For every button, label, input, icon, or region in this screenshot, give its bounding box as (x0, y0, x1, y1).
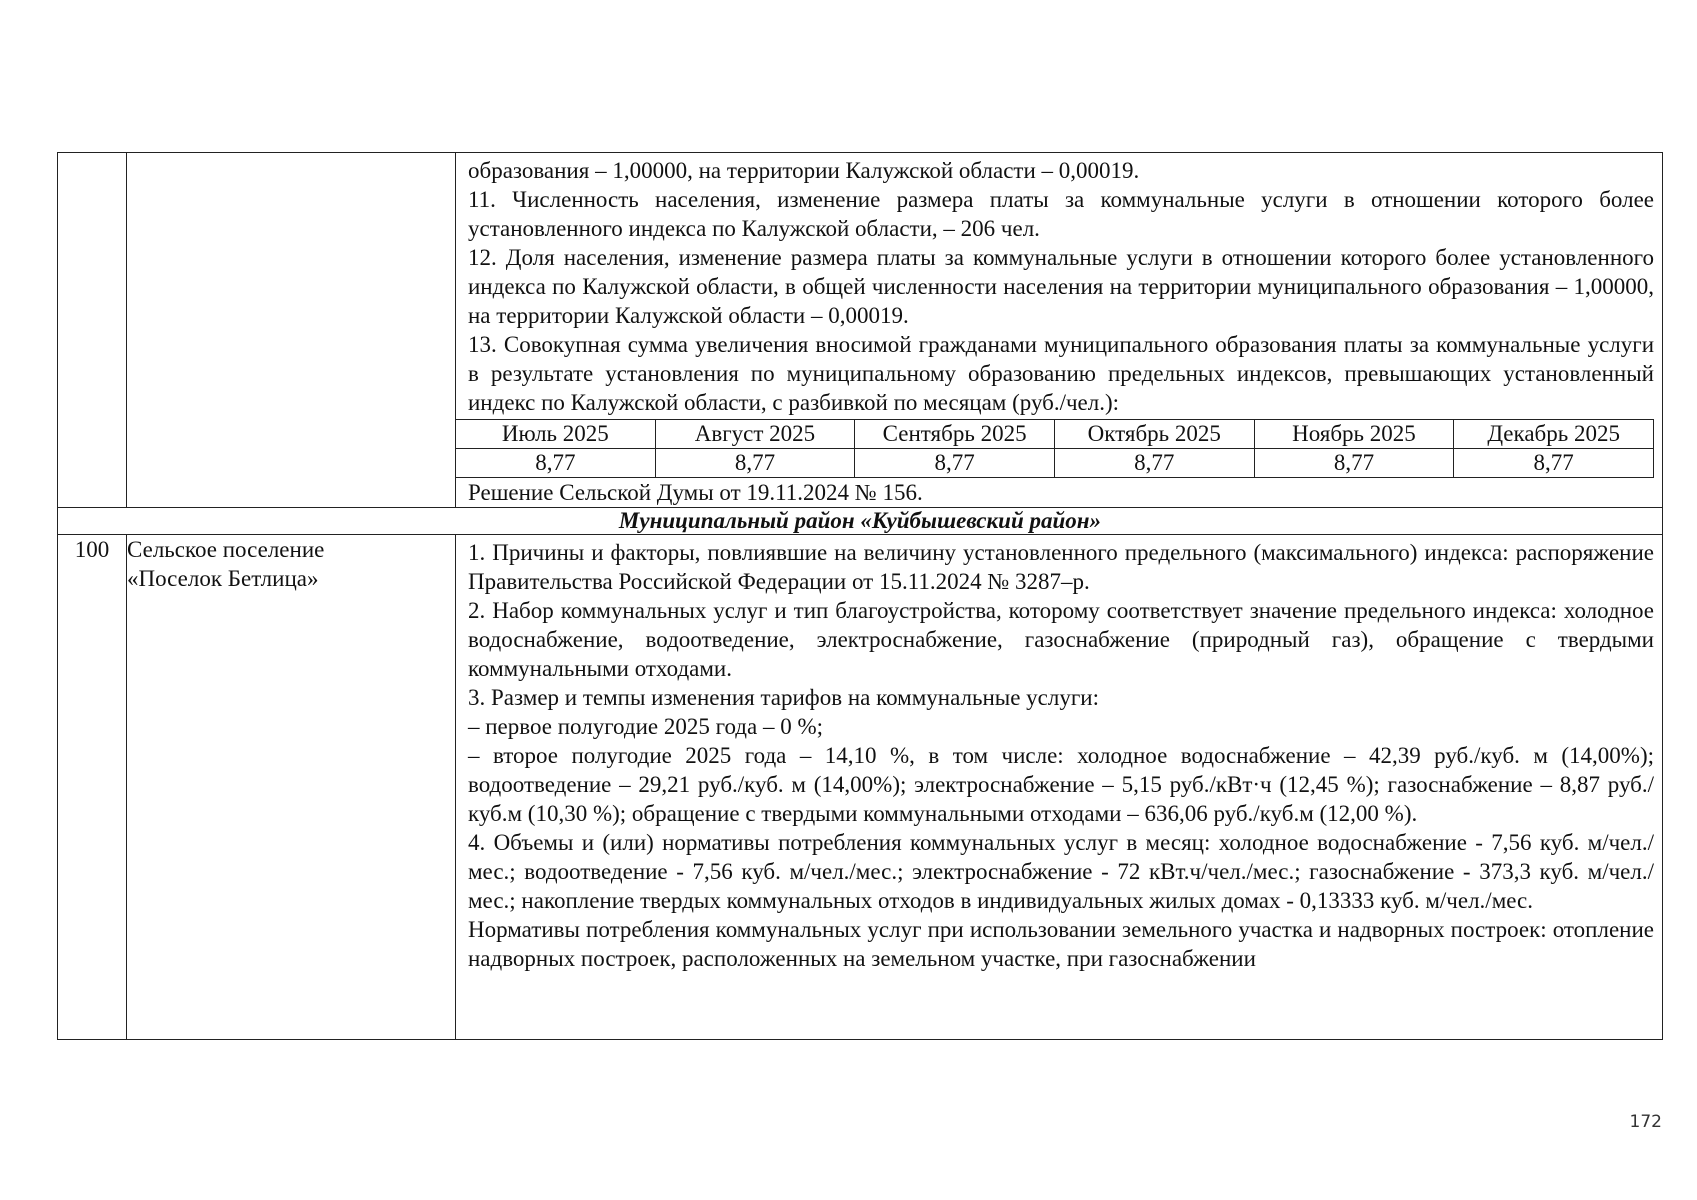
paragraph: 13. Совокупная сумма увеличения вносимой гражданами муниципального образования платы за коммунальные услуги в результате установления по муниципальному образованию предельных индексов, превышающих установленный индекс по Калужской области, с разбивкой по месяцам (руб./чел.): (468, 332, 1654, 415)
paragraph: образования – 1,00000, на территории Калужской области – 0,00019. (468, 158, 1140, 183)
details-text (456, 153, 1662, 417)
month-header: Август 2025 (655, 420, 855, 449)
month-header: Октябрь 2025 (1054, 420, 1254, 449)
month-value: 8,77 (855, 449, 1055, 478)
details-text (456, 535, 1662, 973)
table-row (58, 535, 1663, 1040)
settlement-name (127, 535, 456, 1040)
paragraph: 2. Набор коммунальных услуг и тип благоустройства, которому соответствует значение предельного индекса: холодное водоснабжение, водоотведение, электроснабжение, газоснабжение (природный газ), обращение с твердыми коммунальными отходами. (468, 598, 1654, 681)
paragraph: 1. Причины и факторы, повлиявшие на величину установленного предельного (максимального) индекса: распоряжение Правительства Российской Федерации от 15.11.2024 № 3287–р. (468, 540, 1654, 594)
month-value: 8,77 (1054, 449, 1254, 478)
page-number: 172 (1629, 1112, 1662, 1132)
paragraph: Нормативы потребления коммунальных услуг при использовании земельного участка и надворных построек: отопление надворных построек, расположенных на земельном участке, при газоснабжении (468, 917, 1654, 971)
main-table (57, 152, 1663, 1040)
decision-text: Решение Сельской Думы от 19.11.2024 № 156. (468, 480, 923, 505)
paragraph: 12. Доля населения, изменение размера платы за коммунальные услуги в отношении которого более установленного индекса по Калужской области, в общей численности населения на территории муниципального образования – 1,00000, на территории Калужской области – 0,00019. (468, 245, 1654, 328)
district-heading: Муниципальный район «Куйбышевский район» (58, 508, 1663, 535)
month-value: 8,77 (456, 449, 656, 478)
month-value: 8,77 (1254, 449, 1454, 478)
month-value: 8,77 (1454, 449, 1654, 478)
number-cell-empty (58, 153, 127, 508)
month-value: 8,77 (655, 449, 855, 478)
table-row (58, 153, 1663, 508)
month-header: Ноябрь 2025 (1254, 420, 1454, 449)
month-header: Июль 2025 (456, 420, 656, 449)
details-cell (456, 535, 1663, 1040)
paragraph: – первое полугодие 2025 года – 0 %; (468, 714, 824, 739)
paragraph: 11. Численность населения, изменение размера платы за коммунальные услуги в отношении которого более установленного индекса по Калужской области, – 206 чел. (468, 187, 1654, 241)
district-row (58, 508, 1663, 535)
months-table (455, 419, 1654, 478)
month-header: Сентябрь 2025 (855, 420, 1055, 449)
settlement-name-line1: Сельское поселение (127, 537, 325, 562)
months-header-row (456, 420, 1654, 449)
months-value-row (456, 449, 1654, 478)
settlement-name-line2: «Поселок Бетлица» (127, 566, 319, 591)
paragraph: 3. Размер и темпы изменения тарифов на коммунальные услуги: (468, 685, 1099, 710)
name-cell-empty (127, 153, 456, 508)
month-header: Декабрь 2025 (1454, 420, 1654, 449)
row-number: 100 (58, 535, 127, 1040)
paragraph: 4. Объемы и (или) нормативы потребления коммунальных услуг в месяц: холодное водоснабжение - 7,56 куб. м/чел./мес.; водоотведение - 7,56 куб. м/чел./мес.; электроснабжение - 72 кВт.ч/чел./мес.; газоснабжение - 373,3 куб. м/чел./мес.; накопление твердых коммунальных отходов в индивидуальных жилых домах - 0,13333 куб. м/чел./мес. (468, 830, 1654, 913)
paragraph: – второе полугодие 2025 года – 14,10 %, в том числе: холодное водоснабжение – 42,39 руб./куб. м (14,00%); водоотведение – 29,21 руб./куб. м (14,00%); электроснабжение – 5,15 руб./кВт·ч (12,45 %); газоснабжение – 8,87 руб./куб.м (10,30 %); обращение с твердыми коммунальными отходами – 636,06 руб./куб.м (12,00 %). (468, 743, 1654, 826)
details-cell (456, 153, 1663, 508)
